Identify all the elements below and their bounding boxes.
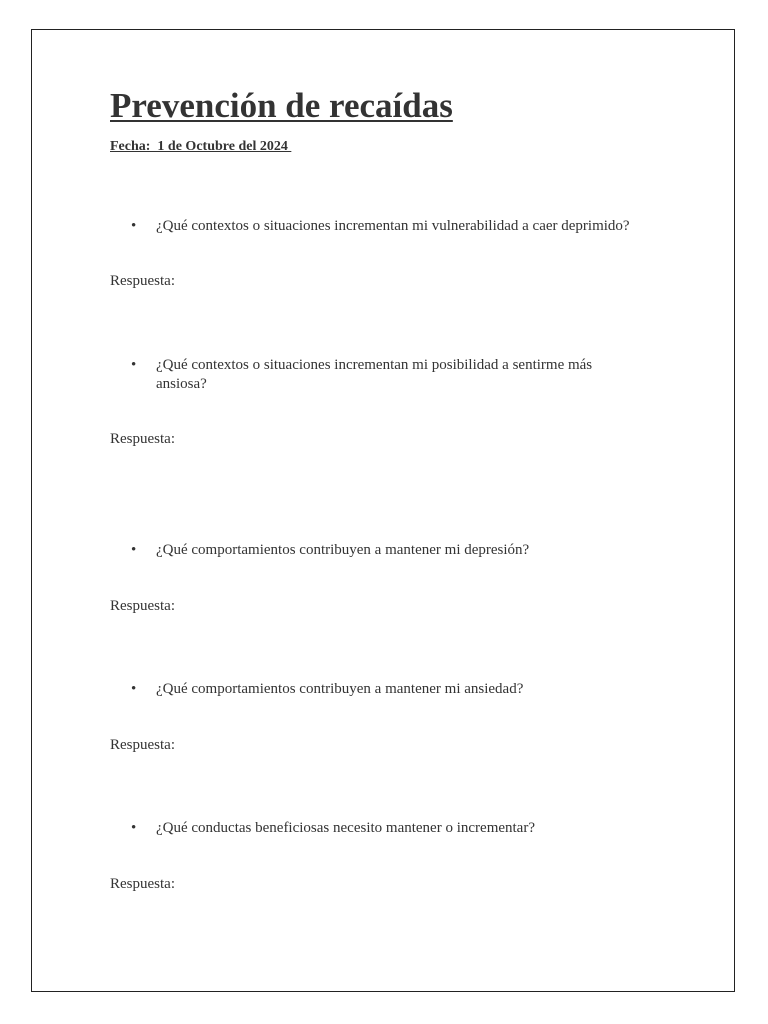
question-text: ¿Qué contextos o situaciones incrementan mi posibilidad a sentirme más ansiosa?	[156, 357, 593, 392]
bullet-icon: •	[131, 681, 137, 697]
question-item	[131, 680, 631, 699]
question-item	[131, 541, 631, 560]
bullet-icon: •	[131, 542, 137, 558]
question-text: ¿Qué conductas beneficiosas necesito mantener o incrementar?	[156, 820, 535, 836]
question-item	[131, 217, 631, 236]
question-text: ¿Qué comportamientos contribuyen a mantener mi depresión?	[156, 542, 530, 558]
bullet-icon: •	[131, 218, 137, 234]
answer-label: Respuesta:	[110, 431, 175, 447]
bullet-icon: •	[131, 820, 137, 836]
answer-label: Respuesta:	[110, 737, 175, 753]
document-date: Fecha: 1 de Octubre del 2024	[110, 139, 292, 154]
question-text: ¿Qué contextos o situaciones incrementan mi vulnerabilidad a caer deprimido?	[156, 218, 630, 234]
question-text: ¿Qué comportamientos contribuyen a mantener mi ansiedad?	[156, 681, 524, 697]
answer-label: Respuesta:	[110, 598, 175, 614]
answer-label: Respuesta:	[110, 876, 175, 892]
document-title: Prevención de recaídas	[110, 86, 453, 125]
question-item	[131, 356, 631, 394]
bullet-icon: •	[131, 357, 137, 373]
answer-label: Respuesta:	[110, 273, 175, 289]
question-item	[131, 819, 631, 838]
